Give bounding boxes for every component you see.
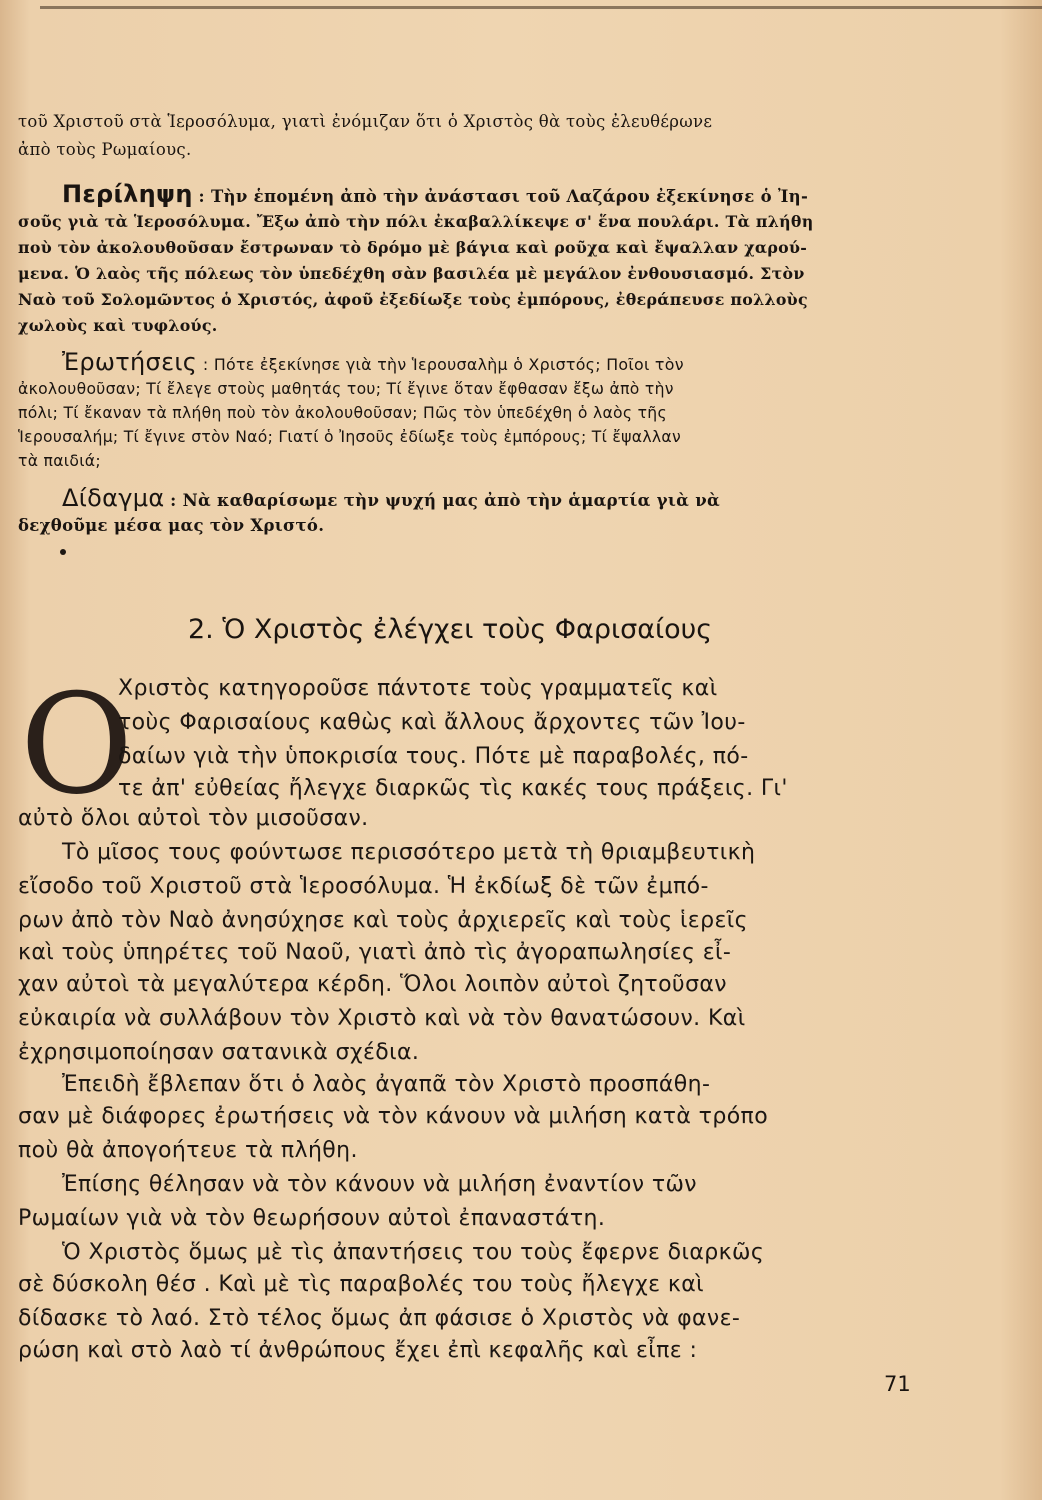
- summary-line-1: : Τὴν ἑπομένη ἀπὸ τὴν ἀνάστασι τοῦ Λαζάρου ἐξεκίνησε ὁ Ἰη-: [198, 187, 809, 206]
- body-line-15: ποὺ θὰ ἀπογοήτευε τὰ πλήθη.: [18, 1138, 358, 1163]
- questions-heading: Ἐρωτήσεις: [62, 348, 198, 376]
- summary-line-4: μενα. Ὁ λαὸς τῆς πόλεως τὸν ὑπεδέχθη σὰν βασιλέα μὲ μεγάλον ἐνθουσιασμό. Στὸν: [18, 264, 805, 283]
- questions-first-line: [62, 348, 684, 376]
- questions-line-3: πόλι; Τί ἔκαναν τὰ πλήθη ποὺ τὸν ἀκολουθοῦσαν; Πῶς τὸν ὑπεδέχθη ὁ λαὸς τῆς: [18, 404, 667, 422]
- intro-line-2: ἀπὸ τοὺς Ρωμαίους.: [18, 140, 192, 159]
- intro-line-1: τοῦ Χριστοῦ στὰ Ἱεροσόλυμα, γιατὶ ἐνόμιζαν ὅτι ὁ Χριστὸς θὰ τοὺς ἐλευθέρωνε: [18, 112, 713, 131]
- body-line-10: χαν αὐτοὶ τὰ μεγαλύτερα κέρδη. Ὅλοι λοιπὸν αὐτοὶ ζητοῦσαν: [18, 972, 727, 997]
- questions-line-5: τὰ παιδιά;: [18, 452, 101, 470]
- body-line-7: εἴσοδο τοῦ Χριστοῦ στὰ Ἱεροσόλυμα. Ἡ ἐκδίωξ δὲ τῶν ἐμπό-: [18, 874, 709, 899]
- body-line-6: Τὸ μῖσος τους φούντωσε περισσότερο μετὰ τὴ θριαμβευτικὴ: [62, 840, 756, 865]
- body-line-17: Ρωμαίων γιὰ νὰ τὸν θεωρήσουν αὐτοὶ ἐπαναστάτη.: [18, 1206, 606, 1231]
- body-line-19: σὲ δύσκολη θέσ . Καὶ μὲ τὶς παραβολές του τοὺς ἤλεγχε καὶ: [18, 1272, 704, 1297]
- top-rule: [40, 6, 1042, 9]
- body-line-5: αὐτὸ ὅλοι αὐτοὶ τὸν μισοῦσαν.: [18, 806, 369, 831]
- body-line-13: Ἐπειδὴ ἔβλεπαν ὅτι ὁ λαὸς ἀγαπᾶ τὸν Χριστὸ προσπάθη-: [62, 1072, 711, 1097]
- summary-line-2: σοῦς γιὰ τὰ Ἱεροσόλυμα. Ἔξω ἀπὸ τὴν πόλι ἐκαβαλλίκεψε σ' ἕνα πουλάρι. Τὰ πλήθη: [18, 212, 814, 231]
- body-line-8: ρων ἀπὸ τὸν Ναὸ ἀνησύχησε καὶ τοὺς ἀρχιερεῖς καὶ τοὺς ἱερεῖς: [18, 908, 748, 933]
- body-line-18: Ὁ Χριστὸς ὅμως μὲ τὶς ἀπαντήσεις του τοὺς ἔφερνε διαρκῶς: [62, 1240, 765, 1265]
- lesson-heading: Δίδαγμα: [62, 484, 165, 512]
- body-line-9: καὶ τοὺς ὑπηρέτες τοῦ Ναοῦ, γιατὶ ἀπὸ τὶς ἀγοραπωλησίες εἶ-: [18, 940, 732, 965]
- lesson-line-1: : Νὰ καθαρίσωμε τὴν ψυχή μας ἀπὸ τὴν ἁμαρτία γιὰ νὰ: [170, 491, 720, 510]
- body-line-21: ρώση καὶ στὸ λαὸ τί ἀνθρώπους ἔχει ἐπὶ κεφαλῆς καὶ εἶπε :: [18, 1338, 698, 1363]
- body-line-16: Ἐπίσης θέλησαν νὰ τὸν κάνουν νὰ μιλήση ἐναντίον τῶν: [62, 1172, 697, 1197]
- summary-line-5: Ναὸ τοῦ Σολομῶντος ὁ Χριστός, ἀφοῦ ἐξεδίωξε τοὺς ἐμπόρους, ἐθεράπευσε πολλοὺς: [18, 290, 808, 309]
- body-line-2: τοὺς Φαρισαίους καθὼς καὶ ἄλλους ἄρχοντες τῶν Ἰου-: [118, 710, 746, 735]
- body-line-12: ἐχρησιμοποίησαν σατανικὰ σχέδια.: [18, 1040, 420, 1065]
- body-line-1: Χριστὸς κατηγοροῦσε πάντοτε τοὺς γραμματεῖς καὶ: [118, 676, 718, 701]
- summary-first-line: [62, 180, 808, 208]
- questions-line-1: : Πότε ἐξεκίνησε γιὰ τὴν Ἱερουσαλὴμ ὁ Χριστός; Ποῖοι τὸν: [202, 355, 684, 374]
- ink-dot: [60, 549, 66, 555]
- summary-line-3: ποὺ τὸν ἀκολουθοῦσαν ἔστρωναν τὸ δρόμο μὲ βάγια καὶ ροῦχα καὶ ἔψαλλαν χαρού-: [18, 238, 808, 257]
- dropcap: Ο: [20, 664, 134, 825]
- lesson-first-line: [62, 484, 720, 512]
- summary-heading: Περίληψη: [62, 180, 193, 208]
- body-line-14: σαν μὲ διάφορες ἐρωτήσεις νὰ τὸν κάνουν νὰ μιλήση κατὰ τρόπο: [18, 1104, 769, 1129]
- summary-line-6: χωλοὺς καὶ τυφλούς.: [18, 316, 218, 335]
- body-line-3: δαίων γιὰ τὴν ὑποκρισία τους. Πότε μὲ παραβολές, πό-: [118, 744, 749, 769]
- questions-line-2: ἀκολουθοῦσαν; Τί ἔλεγε στοὺς μαθητάς του; Τί ἔγινε ὅταν ἔφθασαν ἔξω ἀπὸ τὴν: [18, 380, 674, 398]
- body-line-11: εὐκαιρία νὰ συλλάβουν τὸν Χριστὸ καὶ νὰ τὸν θανατώσουν. Καὶ: [18, 1006, 746, 1031]
- body-line-4: τε ἀπ' εὐθείας ἤλεγχε διαρκῶς τὶς κακές τους πράξεις. Γι': [118, 776, 788, 801]
- body-line-20: δίδασκε τὸ λαό. Στὸ τέλος ὅμως ἀπ φάσισε ὁ Χριστὸς νὰ φανε-: [18, 1306, 741, 1331]
- questions-line-4: Ἱερουσαλήμ; Τί ἔγινε στὸν Ναό; Γιατί ὁ Ἰησοῦς ἐδίωξε τοὺς ἐμπόρους; Τί ἔψαλλαν: [18, 428, 681, 446]
- lesson-line-2: δεχθοῦμε μέσα μας τὸν Χριστό.: [18, 516, 325, 535]
- section-title: 2. Ὁ Χριστὸς ἐλέγχει τοὺς Φαρισαίους: [188, 614, 713, 645]
- page-number: 71: [884, 1372, 911, 1396]
